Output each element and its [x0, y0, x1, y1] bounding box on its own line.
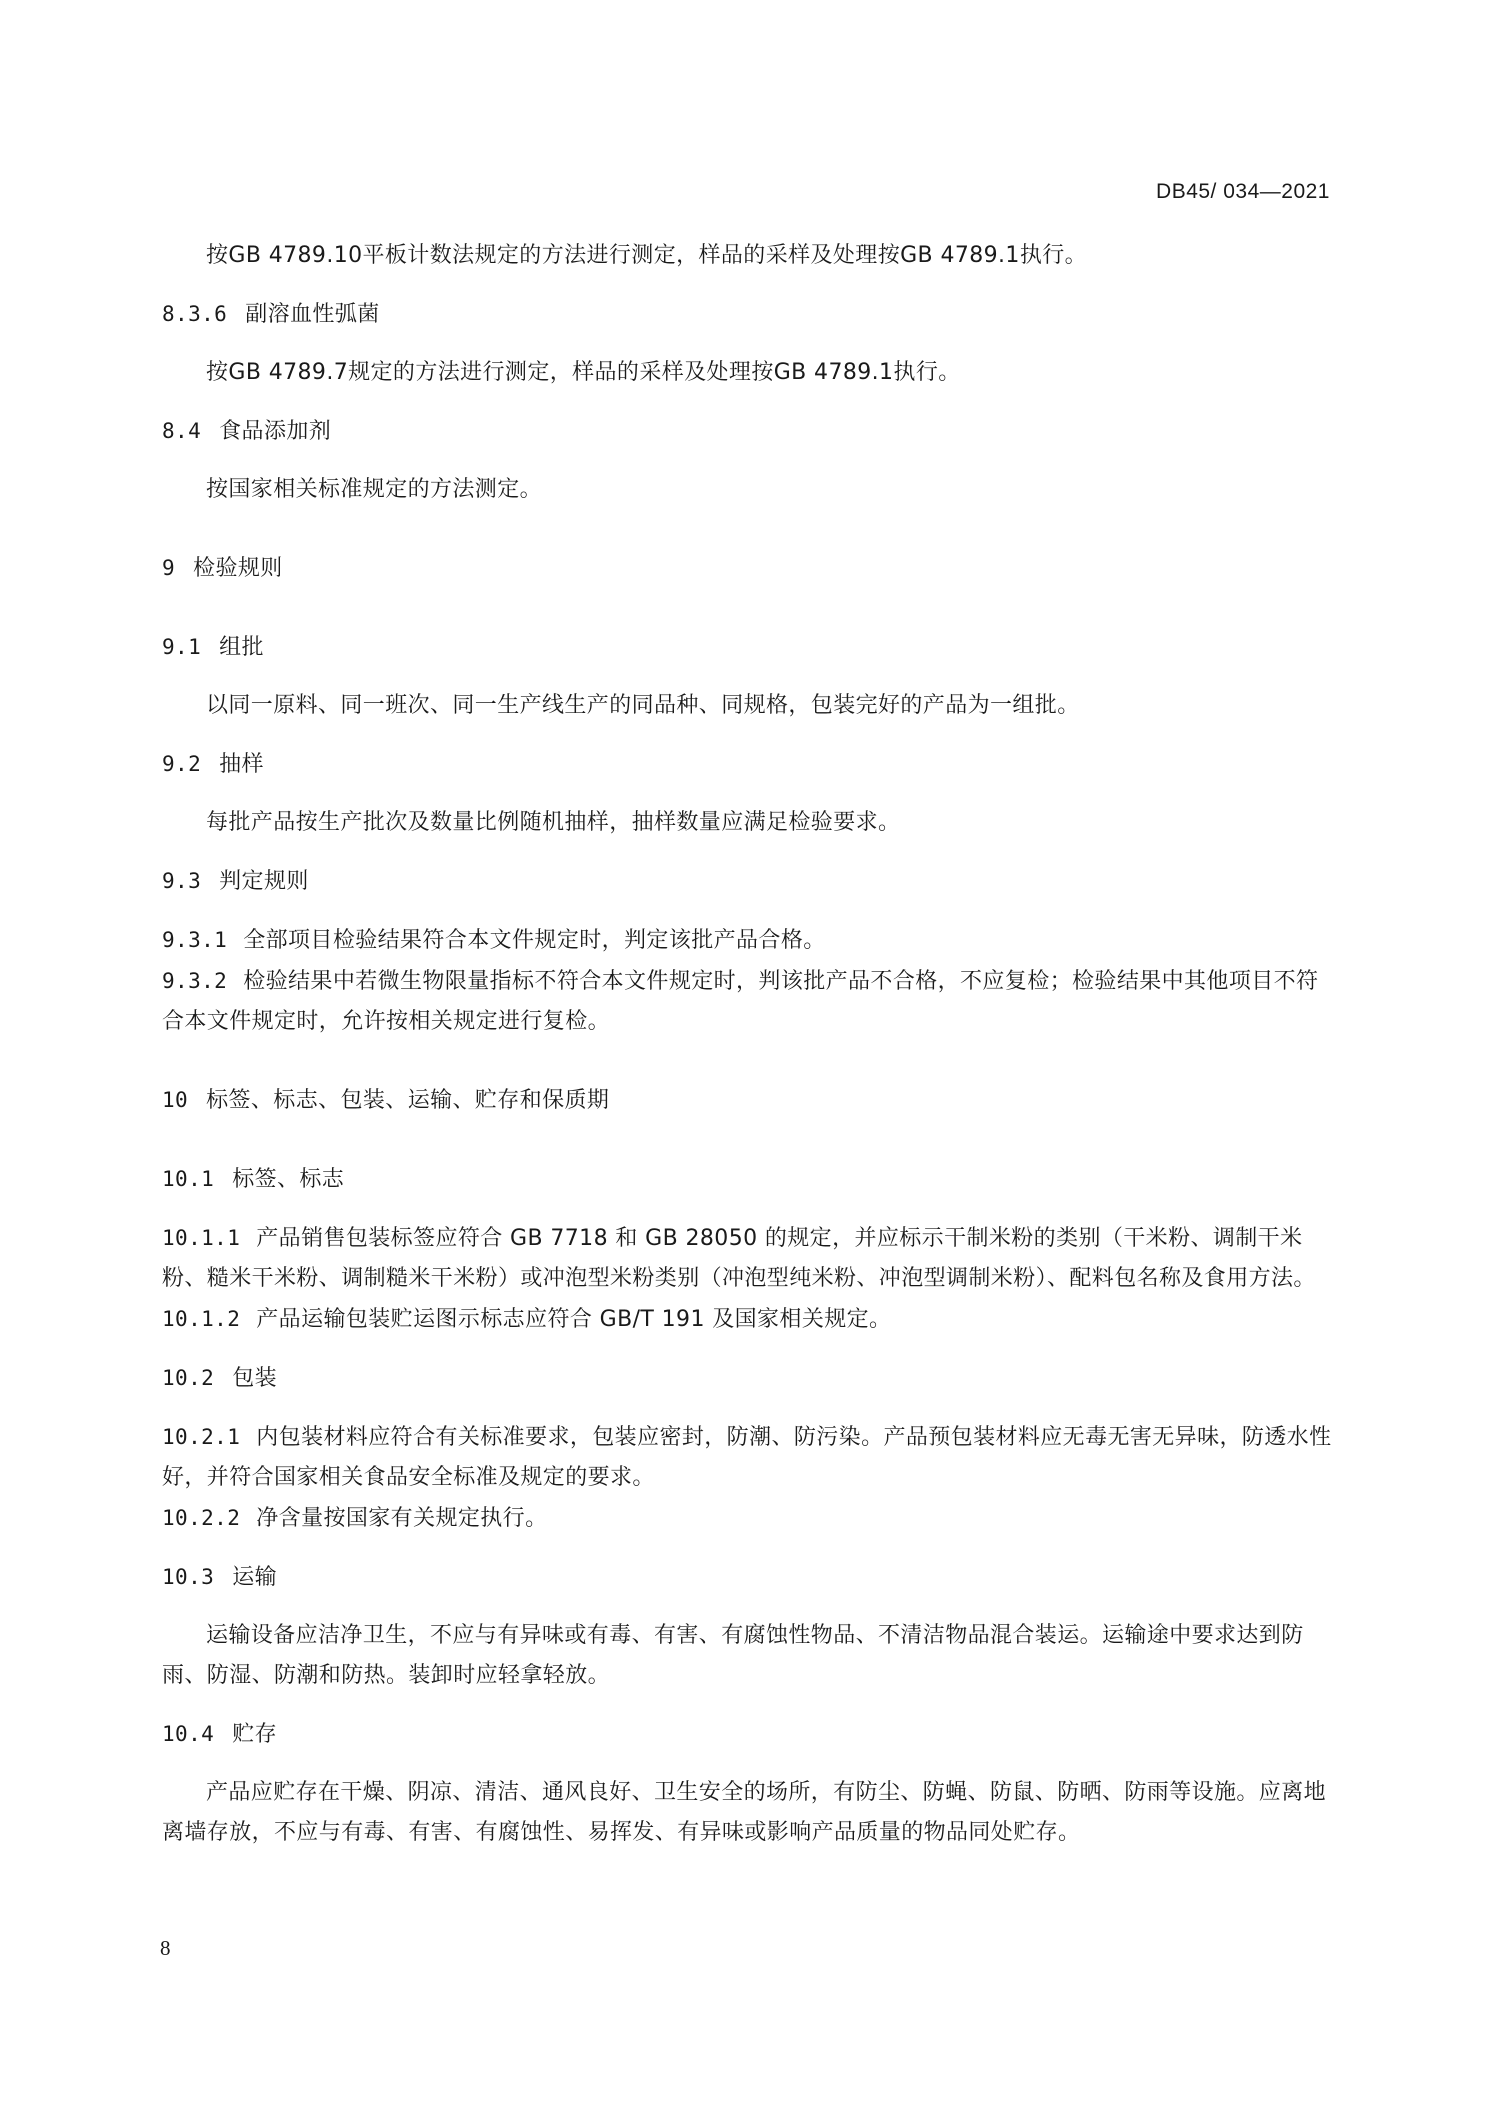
- heading-9-1: [162, 627, 1332, 668]
- clause-number: 10.2: [162, 1366, 215, 1390]
- clause-9-3-1: [162, 920, 1332, 961]
- clause-number: 9.3: [162, 869, 202, 893]
- heading-title: 运输: [232, 1565, 277, 1590]
- heading-9-3: [162, 861, 1332, 902]
- heading-title: 抽样: [219, 752, 264, 777]
- page-number: 8: [160, 1936, 171, 1960]
- heading-10-1: [162, 1159, 1332, 1200]
- clause-text: 检验结果中若微生物限量指标不符合本文件规定时，判该批产品不合格，不应复检；检验结果中其他项目不符合本文件规定时，允许按相关规定进行复检。: [162, 969, 1319, 1034]
- standard-code: DB45/ 034—2021: [1156, 180, 1330, 203]
- clause-10-2-2: [162, 1498, 1332, 1539]
- heading-title: 食品添加剂: [219, 419, 332, 444]
- heading-10-2: [162, 1358, 1332, 1399]
- heading-title: 检验规则: [193, 556, 283, 581]
- clause-text: 内包装材料应符合有关标准要求，包装应密封，防潮、防污染。产品预包装材料应无毒无害无异味，防透水性好，并符合国家相关食品安全标准及规定的要求。: [162, 1425, 1332, 1490]
- clause-number: 10.1.1: [162, 1226, 241, 1250]
- clause-number: 8.4: [162, 419, 202, 443]
- clause-number: 10.1: [162, 1167, 215, 1191]
- paragraph-10-4: 产品应贮存在干燥、阴凉、清洁、通风良好、卫生安全的场所，有防尘、防蝇、防鼠、防晒、防雨等设施。应离地离墙存放，不应与有毒、有害、有腐蚀性、易挥发、有异味或影响产品质量的物品同处贮存。: [162, 1780, 1327, 1845]
- clause-number: 10.1.2: [162, 1307, 241, 1331]
- clause-number: 8.3.6: [162, 302, 228, 326]
- heading-8-4: [162, 411, 1332, 452]
- heading-10-3: [162, 1557, 1332, 1598]
- heading-9: [162, 548, 1332, 589]
- heading-10: [162, 1080, 1332, 1121]
- heading-9-2: [162, 744, 1332, 785]
- heading-title: 组批: [219, 635, 264, 660]
- heading-title: 副溶血性弧菌: [245, 302, 380, 327]
- paragraph-10-3: 运输设备应洁净卫生，不应与有异味或有毒、有害、有腐蚀性物品、不清洁物品混合装运。运输途中要求达到防雨、防湿、防潮和防热。装卸时应轻拿轻放。: [162, 1623, 1304, 1688]
- paragraph-8-3-5-continued: 按GB 4789.10平板计数法规定的方法进行测定，样品的采样及处理按GB 4789.1执行。: [206, 243, 1088, 268]
- clause-number: 10.2.1: [162, 1425, 241, 1449]
- clause-text: 全部项目检验结果符合本文件规定时，判定该批产品合格。: [243, 928, 826, 953]
- clause-text: 净含量按国家有关规定执行。: [256, 1506, 548, 1531]
- clause-number: 10.3: [162, 1565, 215, 1589]
- clause-10-1-2: [162, 1299, 1332, 1340]
- clause-number: 10: [162, 1088, 189, 1112]
- paragraph-8-3-6: 按GB 4789.7规定的方法进行测定，样品的采样及处理按GB 4789.1执行。: [206, 360, 961, 385]
- clause-number: 9.2: [162, 752, 202, 776]
- clause-number: 9.3.2: [162, 969, 228, 993]
- clause-number: 9.3.1: [162, 928, 228, 952]
- heading-title: 包装: [232, 1366, 277, 1391]
- clause-10-1-1: [162, 1218, 1332, 1299]
- clause-text: 产品运输包装贮运图示标志应符合 GB/T 191 及国家相关规定。: [256, 1307, 892, 1332]
- heading-title: 标签、标志: [232, 1167, 345, 1192]
- clause-number: 9.1: [162, 635, 202, 659]
- clause-number: 10.4: [162, 1722, 215, 1746]
- clause-10-2-1: [162, 1417, 1332, 1498]
- heading-title: 贮存: [232, 1722, 277, 1747]
- clause-number: 9: [162, 556, 176, 580]
- heading-title: 判定规则: [219, 869, 309, 894]
- clause-9-3-2: [162, 961, 1332, 1042]
- clause-text: 产品销售包装标签应符合 GB 7718 和 GB 28050 的规定，并应标示干制米粉的类别（干米粉、调制干米粉、糙米干米粉、调制糙米干米粉）或冲泡型米粉类别（冲泡型纯米粉、冲泡型调制米粉）、配料包名称及食用方法。: [162, 1226, 1316, 1291]
- paragraph-9-1: 以同一原料、同一班次、同一生产线生产的同品种、同规格，包装完好的产品为一组批。: [206, 693, 1080, 718]
- paragraph-8-4: 按国家相关标准规定的方法测定。: [206, 477, 543, 502]
- paragraph-9-2: 每批产品按生产批次及数量比例随机抽样，抽样数量应满足检验要求。: [206, 810, 901, 835]
- heading-title: 标签、标志、包装、运输、贮存和保质期: [206, 1088, 610, 1113]
- heading-10-4: [162, 1714, 1332, 1755]
- document-body: [162, 236, 1332, 1853]
- clause-number: 10.2.2: [162, 1506, 241, 1530]
- heading-8-3-6: [162, 294, 1332, 335]
